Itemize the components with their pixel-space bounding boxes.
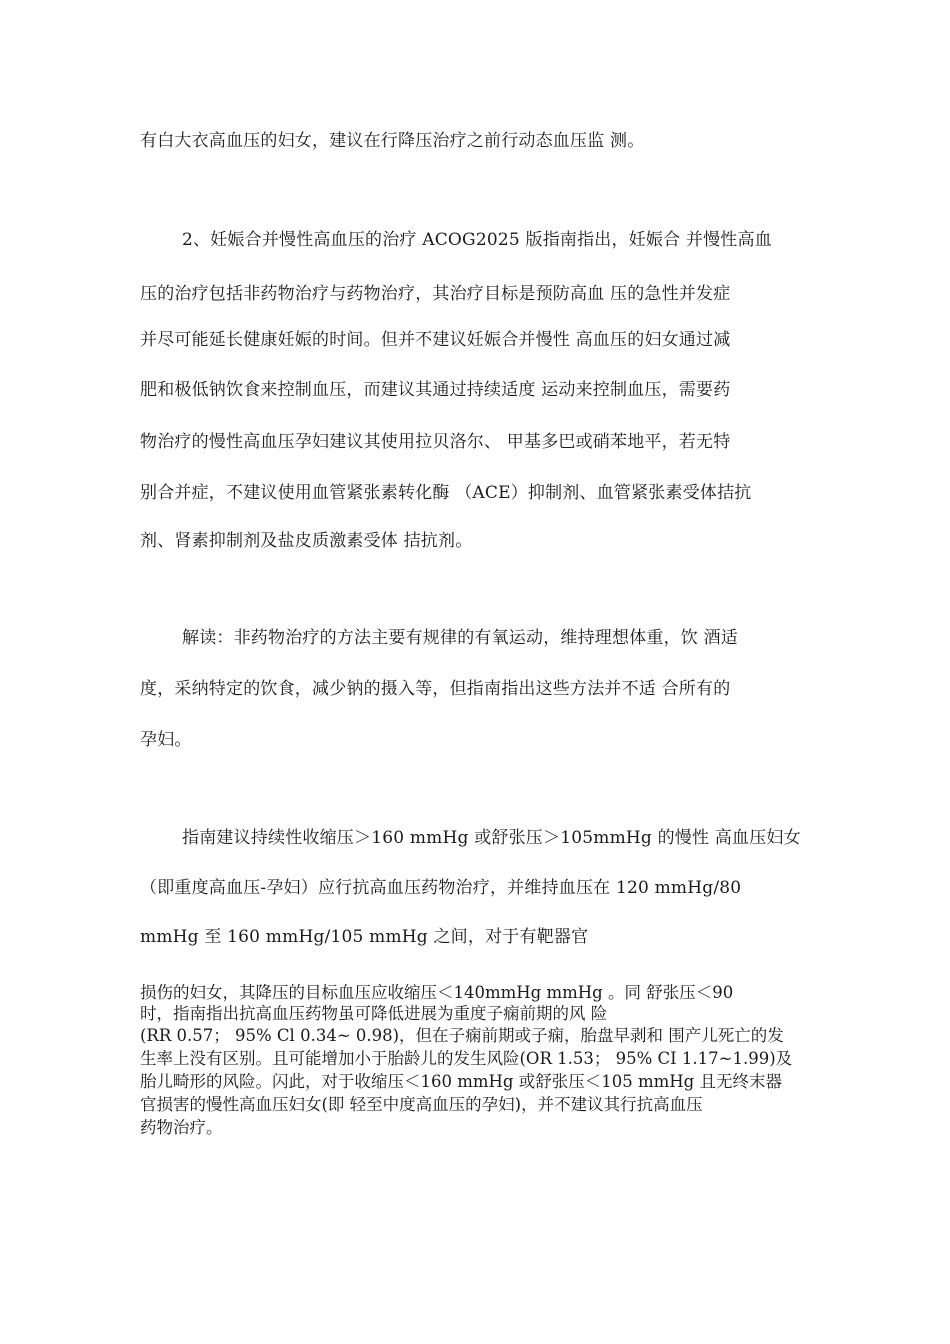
paragraph-5-line-6: 官损害的慢性高血压妇女(即 轻至中度高血压的孕妇)，并不建议其行抗高血压 <box>140 1095 703 1114</box>
paragraph-3-line-2: 度，采纳特定的饮食，减少钠的摄入等，但指南指出这些方法并不适 合所有的 <box>140 679 731 699</box>
paragraph-4-line-1: 指南建议持续性收缩压＞160 mmHg 或舒张压＞105mmHg 的慢性 高血压妇女 <box>182 828 801 848</box>
paragraph-2-line-4: 肥和极低钠饮食来控制血压，而建议其通过持续适度 运动来控制血压，需要药 <box>140 380 731 400</box>
paragraph-3-line-3: 孕妇。 <box>140 730 192 750</box>
paragraph-5-line-5: 胎儿畸形的风险。闪此，对于收缩压＜160 mmHg 或舒张压＜105 mmHg 且无终末器 <box>140 1072 782 1091</box>
paragraph-4-line-2: （即重度高血压-孕妇）应行抗高血压药物治疗，并维持血压在 120 mmHg/80 <box>140 878 742 898</box>
paragraph-5-line-1: 损伤的妇女，其降压的目标血压应收缩压＜140mmHg mmHg 。同 舒张压＜90 <box>140 983 734 1002</box>
paragraph-2-line-5: 物治疗的慢性高血压孕妇建议其使用拉贝洛尔、 甲基多巴或硝苯地平，若无特 <box>140 432 731 452</box>
paragraph-3-line-1: 解读：非药物治疗的方法主要有规律的有氧运动，维持理想体重，饮 酒适 <box>182 628 739 648</box>
paragraph-2-line-1: 2、妊娠合并慢性高血压的治疗 ACOG2025 版指南指出，妊娠合 并慢性高血 <box>182 230 772 250</box>
paragraph-2-line-2: 压的治疗包括非药物治疗与药物治疗，其治疗目标是预防高血 压的急性并发症 <box>140 284 731 304</box>
paragraph-1-line-1: 有白大衣高血压的妇女，建议在行降压治疗之前行动态血压监 测。 <box>140 131 645 151</box>
paragraph-2-line-6: 别合并症，不建议使用血管紧张素转化酶 （ACE）抑制剂、血管紧张素受体拮抗 <box>140 483 752 503</box>
paragraph-5-line-4: 生率上没有区别。且可能增加小于胎龄儿的发生风险(OR 1.53； 95% CI 1.17~1.99)及 <box>140 1049 793 1068</box>
paragraph-2-line-3: 并尽可能延长健康妊娠的时间。但并不建议妊娠合并慢性 高血压的妇女通过减 <box>140 330 731 350</box>
paragraph-5-line-2: 时，指南指出抗高血压药物虽可降低进展为重度子痫前期的风 险 <box>140 1004 608 1023</box>
paragraph-2-line-7: 剂、肾素抑制剂及盐皮质激素受体 拮抗剂。 <box>140 531 473 551</box>
paragraph-4-line-3: mmHg 至 160 mmHg/105 mmHg 之间，对于有靶器官 <box>140 927 589 947</box>
paragraph-5-line-7: 药物治疗。 <box>140 1118 223 1137</box>
paragraph-5-line-3: (RR 0.57； 95% Cl 0.34~ 0.98)，但在子痫前期或子痫，胎盘早剥和 围产儿死亡的发 <box>140 1026 784 1045</box>
